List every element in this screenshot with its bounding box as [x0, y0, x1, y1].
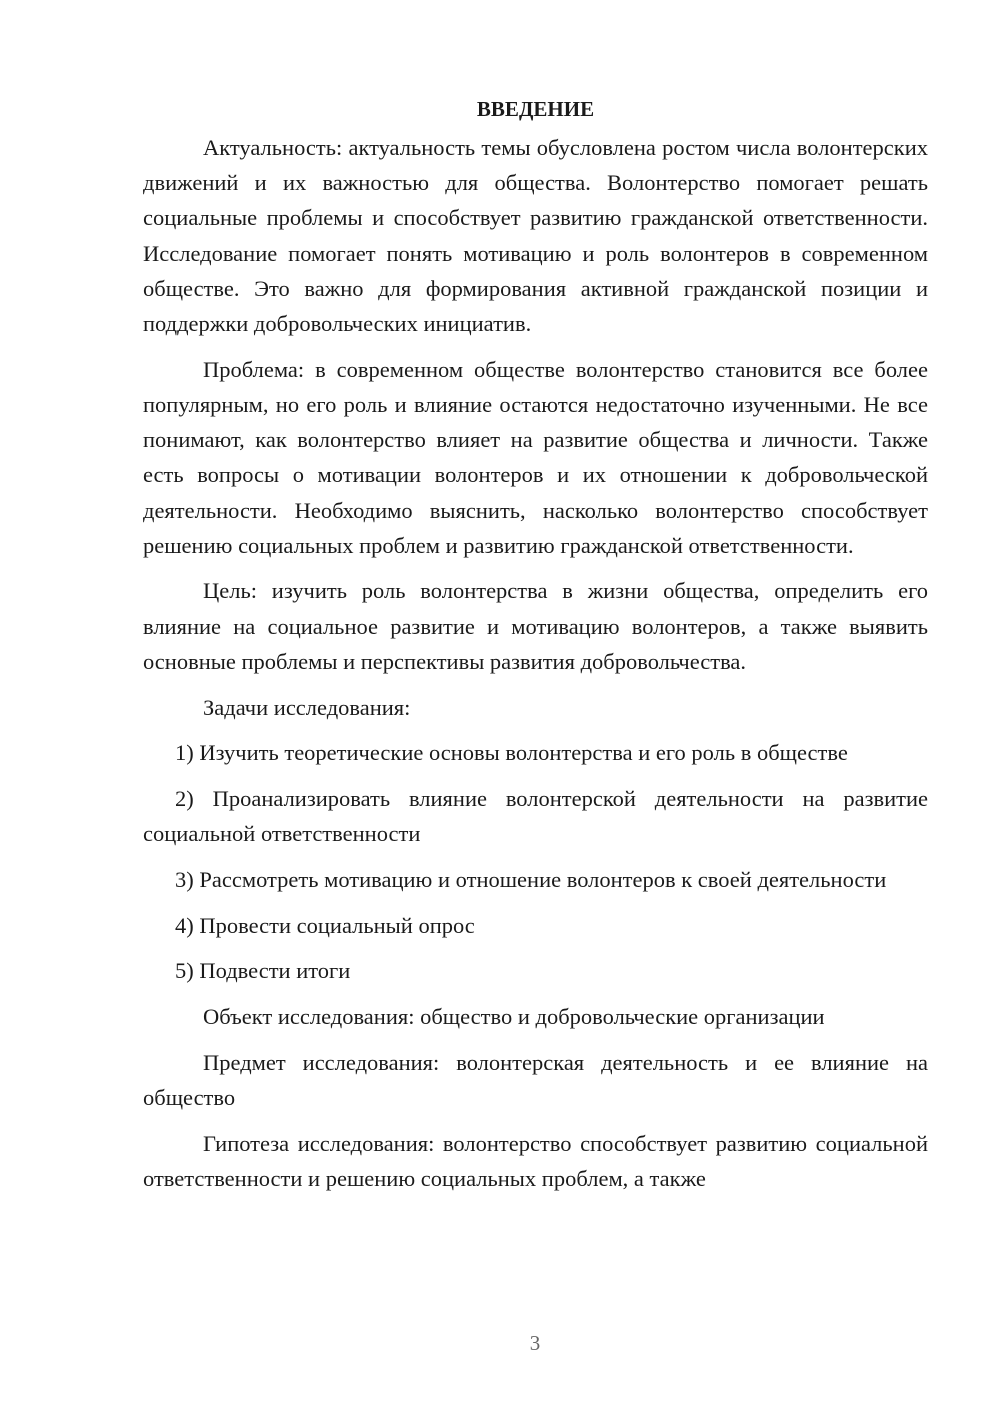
hypothesis-paragraph: Гипотеза исследования: волонтерство способствует развитию социальной ответственности и решению социальных проблем, а также: [143, 1130, 928, 1191]
relevance-paragraph: Актуальность: актуальность темы обусловлена ростом числа волонтерских движений и их важностью для общества. Волонтерство помогает решать социальные проблемы и способствует развитию гражданской ответственности. Исследование помогает понять мотивацию и роль волонтеров в современном обществе. Это важно для формирования активной гражданской позиции и поддержки добровольческих инициатив.: [143, 135, 928, 337]
tasks-heading: Задачи исследования:: [203, 694, 411, 720]
task-item-4: 4) Провести социальный опрос: [175, 912, 475, 938]
subject-paragraph: Предмет исследования: волонтерская деятельность и ее влияние на общество: [143, 1049, 928, 1110]
object-paragraph: Объект исследования: общество и добровольческие организации: [203, 1003, 825, 1029]
task-item-3: 3) Рассмотреть мотивацию и отношение волонтеров к своей деятельности: [175, 866, 887, 892]
task-item-1: 1) Изучить теоретические основы волонтерства и его роль в обществе: [175, 740, 848, 766]
section-title: ВВЕДЕНИЕ: [476, 97, 595, 121]
problem-paragraph: Проблема: в современном обществе волонтерство становится все более популярным, но его роль и влияние остаются недостаточно изученными. Не все понимают, как волонтерство влияет на развитие общества и личности. Также есть вопросы о мотивации волонтеров и их отношении к добровольческой деятельности. Необходимо выяснить, насколько волонтерство способствует решению социальных проблем и развитию гражданской ответственности.: [143, 356, 928, 558]
goal-paragraph: Цель: изучить роль волонтерства в жизни общества, определить его влияние на социальное развитие и мотивацию волонтеров, а также выявить основные проблемы и перспективы развития добровольчества.: [143, 578, 928, 674]
document-page: [143, 92, 928, 1206]
page-number: 3: [529, 1331, 541, 1355]
task-item-2: 2) Проанализировать влияние волонтерской деятельности на развитие социальной ответственности: [143, 785, 928, 847]
task-item-5: 5) Подвести итоги: [175, 958, 351, 984]
